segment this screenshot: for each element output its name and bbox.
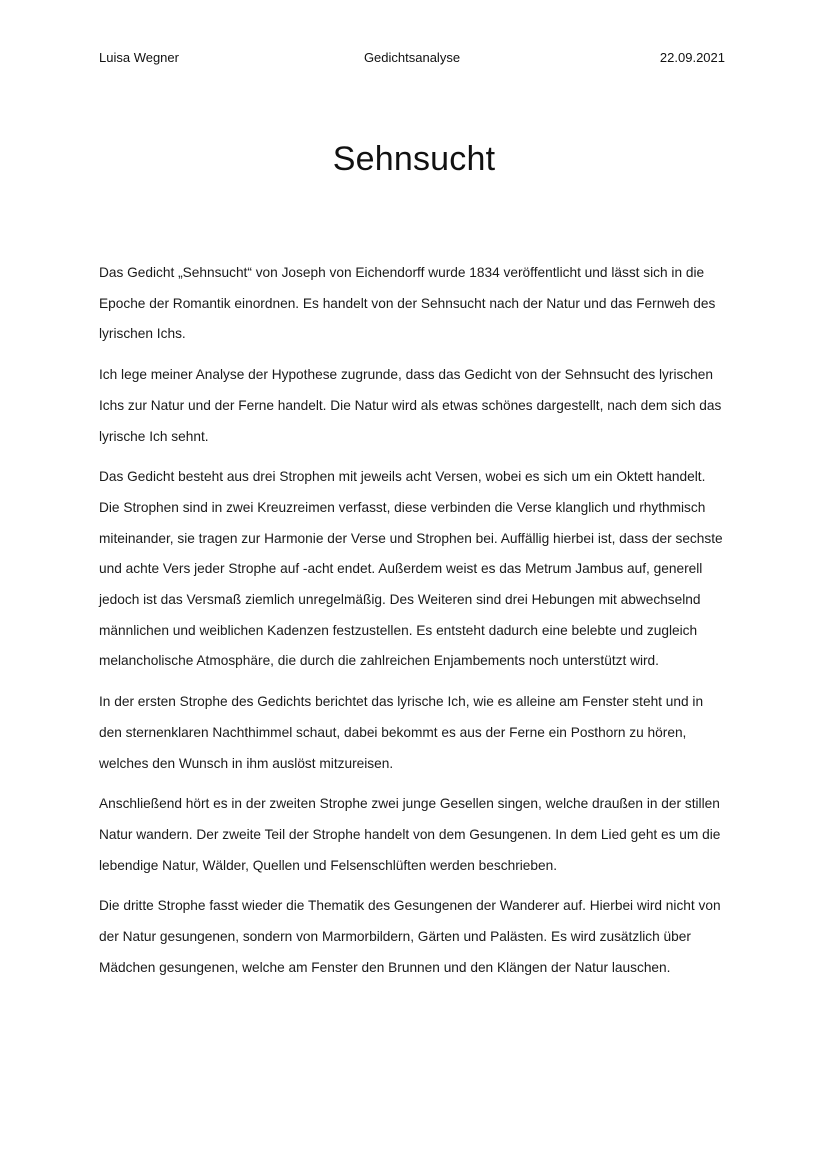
header-date: 22.09.2021 — [659, 50, 725, 65]
header-author: Luisa Wegner — [99, 50, 179, 65]
header-subject: Gedichtsanalyse — [363, 50, 461, 65]
paragraph-third-stanza: Die dritte Strophe fasst wieder die Thematik des Gesungenen der Wanderer auf. Hierbei wird nicht von der Natur gesungenen, sondern von Marmorbildern, Gärten und Palästen. Es wird zusätzlich über Mädchen gesungenen, welche am Fenster den Brunnen und den Klängen der Natur lauschen. — [99, 898, 721, 975]
page-header — [99, 50, 725, 70]
paragraph-first-stanza: In der ersten Strophe des Gedichts berichtet das lyrische Ich, wie es alleine am Fenster steht und in den sternenklaren Nachthimmel schaut, dabei bekommt es aus der Ferne ein Posthorn zu hören, welches den Wunsch in ihm auslöst mitzureisen. — [99, 694, 704, 771]
paragraph-second-stanza: Anschließend hört es in der zweiten Strophe zwei junge Gesellen singen, welche draußen in der stillen Natur wandern. Der zweite Teil der Strophe handelt von dem Gesungenen. In dem Lied geht es um die lebendige Natur, Wälder, Quellen und Felsenschlüften werden beschrieben. — [99, 796, 721, 873]
document-body — [99, 258, 729, 993]
paragraph-form-analysis: Das Gedicht besteht aus drei Strophen mit jeweils acht Versen, wobei es sich um ein Oktett handelt. Die Strophen sind in zwei Kreuzreimen verfasst, diese verbinden die Verse klanglich und rhythmisch miteinander, sie tragen zur Harmonie der Verse und Strophen bei. Auffällig hierbei ist, dass der sechste und achte Vers jeder Strophe auf -acht endet. Außerdem weist es das Metrum Jambus auf, generell jedoch ist das Versmaß ziemlich unregelmäßig. Des Weiteren sind drei Hebungen mit abwechselnd männlichen und weiblichen Kadenzen festzustellen. Es entsteht dadurch eine belebte und zugleich melancholische Atmosphäre, die durch die zahlreichen Enjambements noch unterstützt wird. — [99, 469, 723, 669]
paragraph-introduction: Das Gedicht „Sehnsucht“ von Joseph von Eichendorff wurde 1834 veröffentlicht und lässt sich in die Epoche der Romantik einordnen. Es handelt von der Sehnsucht nach der Natur und das Fernweh des lyrischen Ichs. — [99, 265, 716, 342]
document-title: Sehnsucht — [332, 140, 496, 178]
paragraph-hypothesis: Ich lege meiner Analyse der Hypothese zugrunde, dass das Gedicht von der Sehnsucht des lyrischen Ichs zur Natur und der Ferne handelt. Die Natur wird als etwas schönes dargestellt, nach dem sich das lyrische Ich sehnt. — [99, 367, 722, 444]
